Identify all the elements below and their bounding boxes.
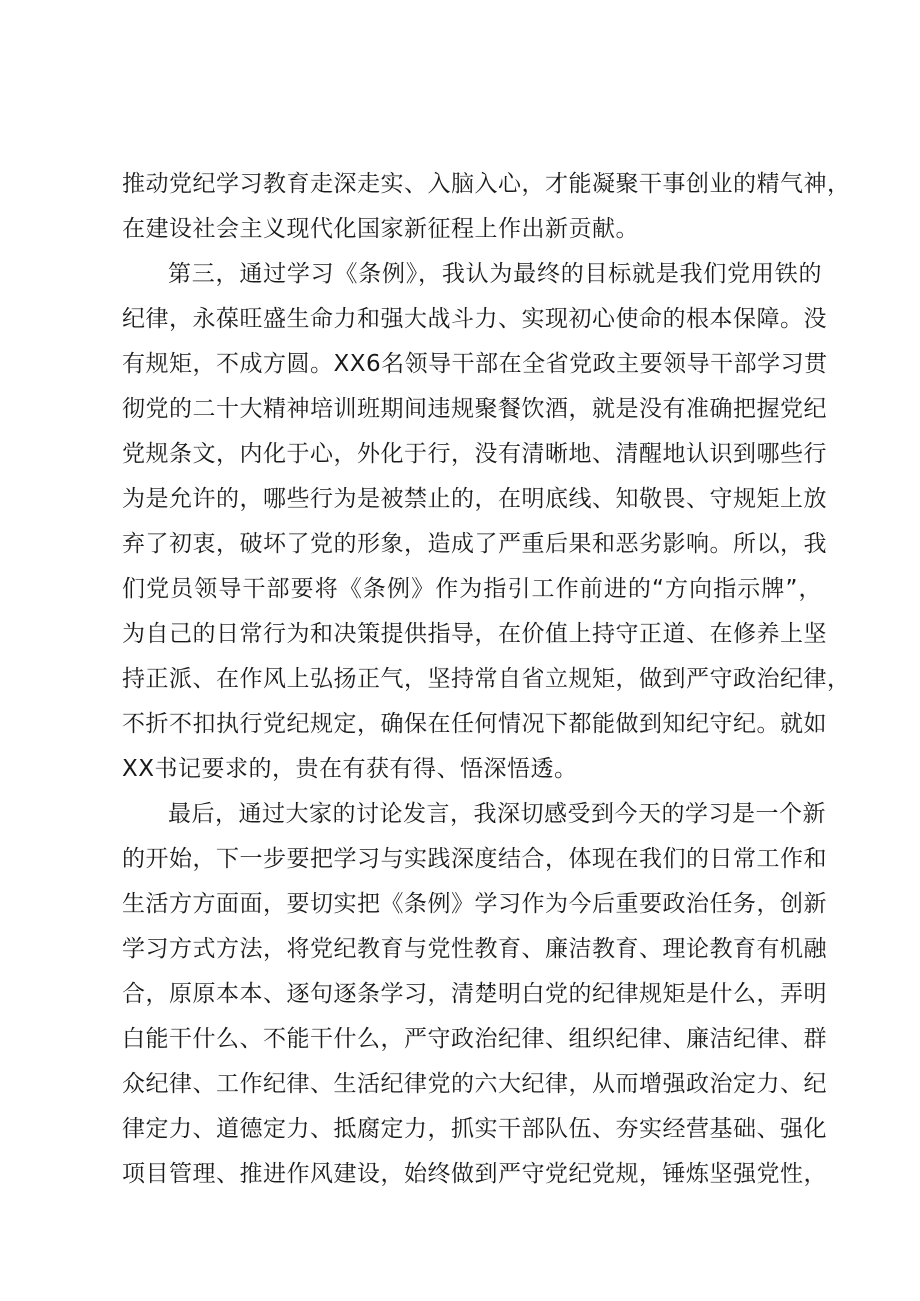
text-line: 众纪律、工作纪律、生活纪律党的六大纪律，从而增强政治定力、纪 [122, 1071, 827, 1097]
text-line: 生活方方面面，要切实把《条例》学习作为今后重要政治任务，创新 [122, 891, 827, 917]
text-line: 合，原原本本、逐句逐条学习，清楚明白党的纪律规矩是什么，弄明 [122, 981, 827, 1007]
text-line: 为自己的日常行为和决策提供指导，在价值上持守正道、在修养上坚 [122, 621, 827, 647]
text-line: 弃了初衷，破坏了党的形象，造成了严重后果和恶劣影响。所以，我 [122, 531, 827, 557]
text-line: 们党员领导干部要将《条例》作为指引工作前进的“方向指示牌”， [122, 576, 822, 602]
text-line: 为是允许的，哪些行为是被禁止的，在明底线、知敬畏、守规矩上放 [122, 486, 827, 512]
text-line: 彻党的二十大精神培训班期间违规聚餐饮酒，就是没有准确把握党纪 [122, 396, 827, 422]
text-line: 推动党纪学习教育走深走实、入脑入心，才能凝聚干事创业的精气神， [122, 171, 851, 197]
text-line: 党规条文，内化于心，外化于行，没有清晰地、清醒地认识到哪些行 [122, 441, 827, 467]
paragraph-start-line: 最后，通过大家的讨论发言，我深切感受到今天的学习是一个新 [168, 801, 826, 827]
text-line: 项目管理、推进作风建设，始终做到严守党纪党规，锤炼坚强党性， [122, 1161, 827, 1187]
text-line: 有规矩，不成方圆。XX6名领导干部在全省党政主要领导干部学习贯 [122, 351, 828, 377]
text-line: 纪律，永葆旺盛生命力和强大战斗力、实现初心使命的根本保障。没 [122, 306, 827, 332]
text-line: 学习方式方法，将党纪教育与党性教育、廉洁教育、理论教育有机融 [122, 936, 827, 962]
text-line: 的开始，下一步要把学习与实践深度结合，体现在我们的日常工作和 [122, 846, 827, 872]
text-line: 白能干什么、不能干什么，严守政治纪律、组织纪律、廉洁纪律、群 [122, 1026, 827, 1052]
text-line: 在建设社会主义现代化国家新征程上作出新贡献。 [122, 216, 639, 242]
paragraph-start-line: 第三，通过学习《条例》，我认为最终的目标就是我们党用铁的 [168, 261, 822, 287]
text-line: 持正派、在作风上弘扬正气，坚持常自省立规矩，做到严守政治纪律， [122, 666, 851, 692]
text-line: 律定力、道德定力、抵腐定力，抓实干部队伍、夯实经营基础、强化 [122, 1116, 827, 1142]
text-line: XX书记要求的，贵在有获有得、悟深悟透。 [122, 756, 578, 782]
text-line: 不折不扣执行党纪规定，确保在任何情况下都能做到知纪守纪。就如 [122, 711, 827, 737]
